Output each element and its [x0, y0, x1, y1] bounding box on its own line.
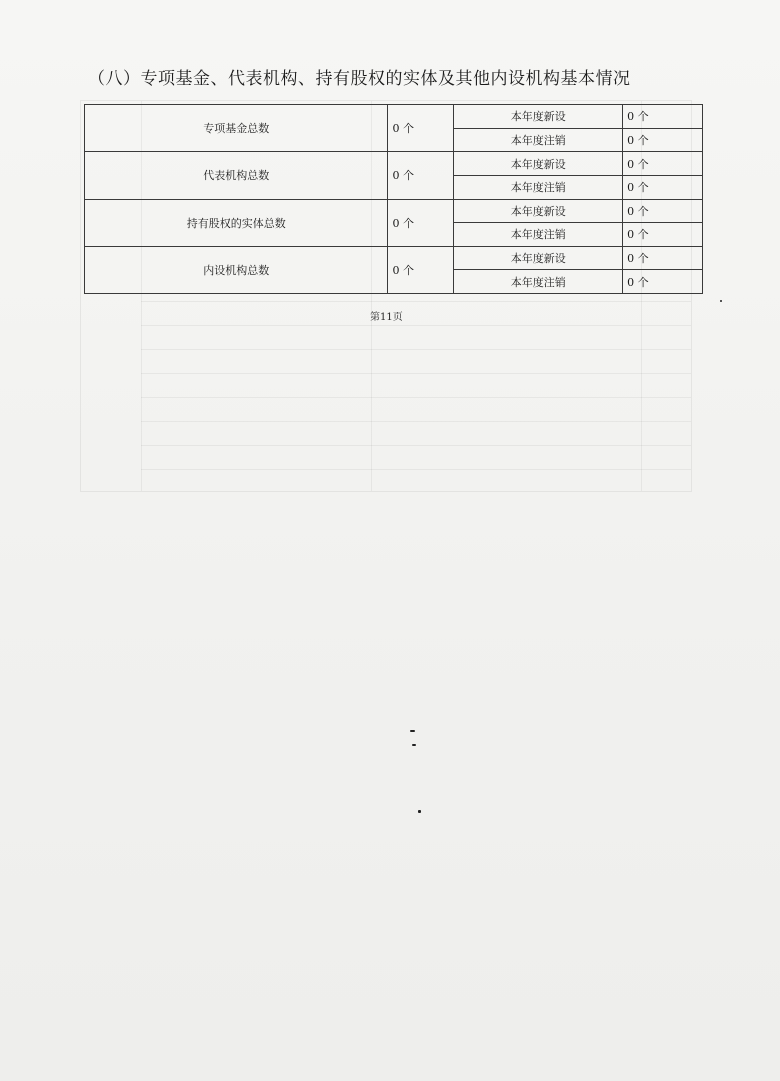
group-total-equity-entity: 0 个 [388, 199, 454, 246]
item-label: 本年度注销 [454, 270, 623, 294]
group-total-internal-department: 0 个 [388, 246, 454, 293]
institution-summary-table [84, 104, 703, 294]
scan-speck [412, 744, 416, 746]
scan-speck [418, 810, 421, 813]
group-total-special-fund: 0 个 [388, 105, 454, 152]
group-label-special-fund: 专项基金总数 [85, 105, 388, 152]
table-row [85, 152, 703, 176]
group-label-equity-entity: 持有股权的实体总数 [85, 199, 388, 246]
page-number: 第11页 [370, 312, 403, 323]
item-label: 本年度注销 [454, 223, 623, 247]
item-label: 本年度新设 [454, 246, 623, 270]
item-value: 0 个 [623, 199, 703, 223]
item-value: 0 个 [623, 270, 703, 294]
scan-speck [720, 300, 722, 302]
group-label-representative-office: 代表机构总数 [85, 152, 388, 199]
item-value: 0 个 [623, 128, 703, 152]
item-value: 0 个 [623, 223, 703, 247]
item-value: 0 个 [623, 152, 703, 176]
item-label: 本年度新设 [454, 105, 623, 129]
item-label: 本年度注销 [454, 128, 623, 152]
item-label: 本年度新设 [454, 199, 623, 223]
item-label: 本年度注销 [454, 175, 623, 199]
section-heading: （八）专项基金、代表机构、持有股权的实体及其他内设机构基本情况 [88, 69, 631, 89]
scan-speck [410, 730, 415, 732]
item-value: 0 个 [623, 175, 703, 199]
item-label: 本年度新设 [454, 152, 623, 176]
table-row [85, 199, 703, 223]
item-value: 0 个 [623, 246, 703, 270]
table-row [85, 105, 703, 129]
item-value: 0 个 [623, 105, 703, 129]
group-total-representative-office: 0 个 [388, 152, 454, 199]
table-row [85, 246, 703, 270]
group-label-internal-department: 内设机构总数 [85, 246, 388, 293]
